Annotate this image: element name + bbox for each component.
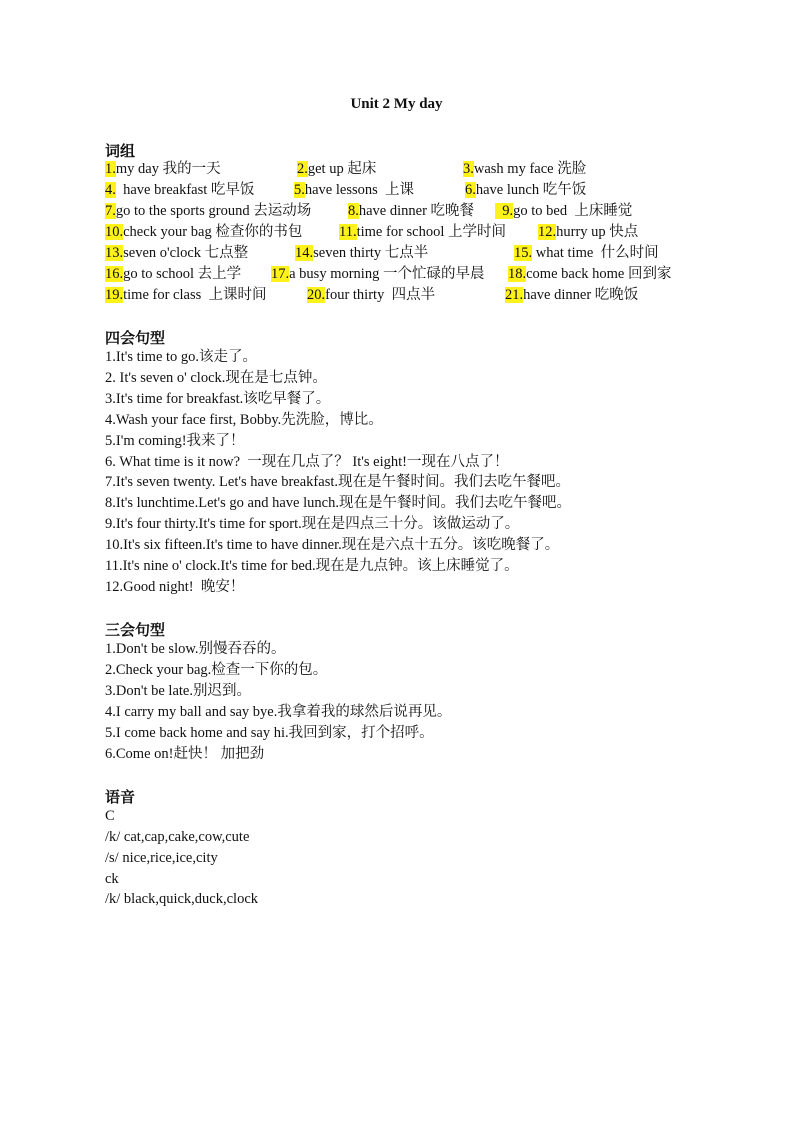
phrase-item: 9.go to bed 上床睡觉	[495, 203, 633, 219]
phrase-item: 16.go to school 去上学	[105, 266, 242, 282]
sentence-line: 3.Don't be late.别迟到。	[105, 683, 251, 699]
phrase-item: 4. have breakfast 吃早饭	[105, 182, 255, 198]
phrase-row	[105, 201, 725, 221]
phrase-item: 18.come back home 回到家	[508, 266, 672, 282]
phrase-item: 13.seven o'clock 七点整	[105, 245, 249, 261]
three-skill-heading: 三会句型	[105, 623, 166, 639]
sentence-line: 4.I carry my ball and say bye.我拿着我的球然后说再见。	[105, 704, 452, 720]
phrase-item: 2.get up 起床	[297, 161, 377, 177]
phrase-item: 12.hurry up 快点	[538, 224, 639, 240]
sentence-line: 5.I'm coming!我来了！	[105, 433, 245, 449]
phrase-item: 19.time for class 上课时间	[105, 287, 267, 303]
sentence-line: 12.Good night! 晚安！	[105, 579, 245, 595]
phonics-line: ck	[105, 871, 119, 887]
phonics-line: /k/ cat,cap,cake,cow,cute	[105, 829, 250, 845]
phrase-item: 20.four thirty 四点半	[307, 287, 436, 303]
phrase-item: 8.have dinner 吃晚餐	[348, 203, 475, 219]
phrase-item: 17.a busy morning 一个忙碌的早晨	[271, 266, 485, 282]
phrase-row	[105, 264, 725, 284]
sentence-line: 4.Wash your face first, Bobby.先洗脸，博比。	[105, 412, 383, 428]
phrases-heading: 词组	[105, 144, 136, 160]
phonics-line: /s/ nice,rice,ice,city	[105, 850, 218, 866]
four-skill-heading: 四会句型	[105, 331, 166, 347]
sentence-line: 6.Come on!赶快！ 加把劲	[105, 746, 265, 762]
phonics-heading: 语音	[105, 790, 136, 806]
phrase-row	[105, 222, 725, 242]
phonics-line: C	[105, 808, 115, 824]
sentence-line: 1.It's time to go.该走了。	[105, 349, 258, 365]
phrase-item: 14.seven thirty 七点半	[295, 245, 429, 261]
phrase-row	[105, 159, 725, 179]
sentence-line: 5.I come back home and say hi.我回到家，打个招呼。	[105, 725, 434, 741]
sentence-line: 8.It's lunchtime.Let's go and have lunch.现在是午餐时间。我们去吃午餐吧。	[105, 495, 571, 511]
sentence-line: 10.It's six fifteen.It's time to have dinner.现在是六点十五分。该吃晚餐了。	[105, 537, 560, 553]
phrase-item: 6.have lunch 吃午饭	[465, 182, 587, 198]
sentence-line: 2. It's seven o' clock.现在是七点钟。	[105, 370, 327, 386]
sentence-line: 9.It's four thirty.It's time for sport.现在是四点三十分。该做运动了。	[105, 516, 520, 532]
sentence-line: 7.It's seven twenty. Let's have breakfast.现在是午餐时间。我们去吃午餐吧。	[105, 474, 570, 490]
phrase-item: 10.check your bag 检查你的书包	[105, 224, 303, 240]
sentence-line: 2.Check your bag.检查一下你的包。	[105, 662, 328, 678]
phrase-item: 7.go to the sports ground 去运动场	[105, 203, 312, 219]
phrase-item: 21.have dinner 吃晚饭	[505, 287, 639, 303]
phonics-line: /k/ black,quick,duck,clock	[105, 891, 259, 907]
phrase-item: 15. what time 什么时间	[514, 245, 659, 261]
phrase-item: 11.time for school 上学时间	[339, 224, 507, 240]
sentence-line: 6. What time is it now? 一现在几点了？ It's eight!一现在八点了！	[105, 454, 509, 470]
phrase-item: 3.wash my face 洗脸	[463, 161, 587, 177]
phrase-row	[105, 243, 725, 263]
sentence-line: 3.It's time for breakfast.该吃早餐了。	[105, 391, 331, 407]
document-title: Unit 2 My day	[350, 96, 443, 112]
phrase-row	[105, 285, 725, 305]
phrase-item: 5.have lessons 上课	[294, 182, 415, 198]
sentence-line: 11.It's nine o' clock.It's time for bed.现在是九点钟。该上床睡觉了。	[105, 558, 519, 574]
phrase-item: 1.my day 我的一天	[105, 161, 221, 177]
phrase-row	[105, 180, 725, 200]
sentence-line: 1.Don't be slow.别慢吞吞的。	[105, 641, 286, 657]
